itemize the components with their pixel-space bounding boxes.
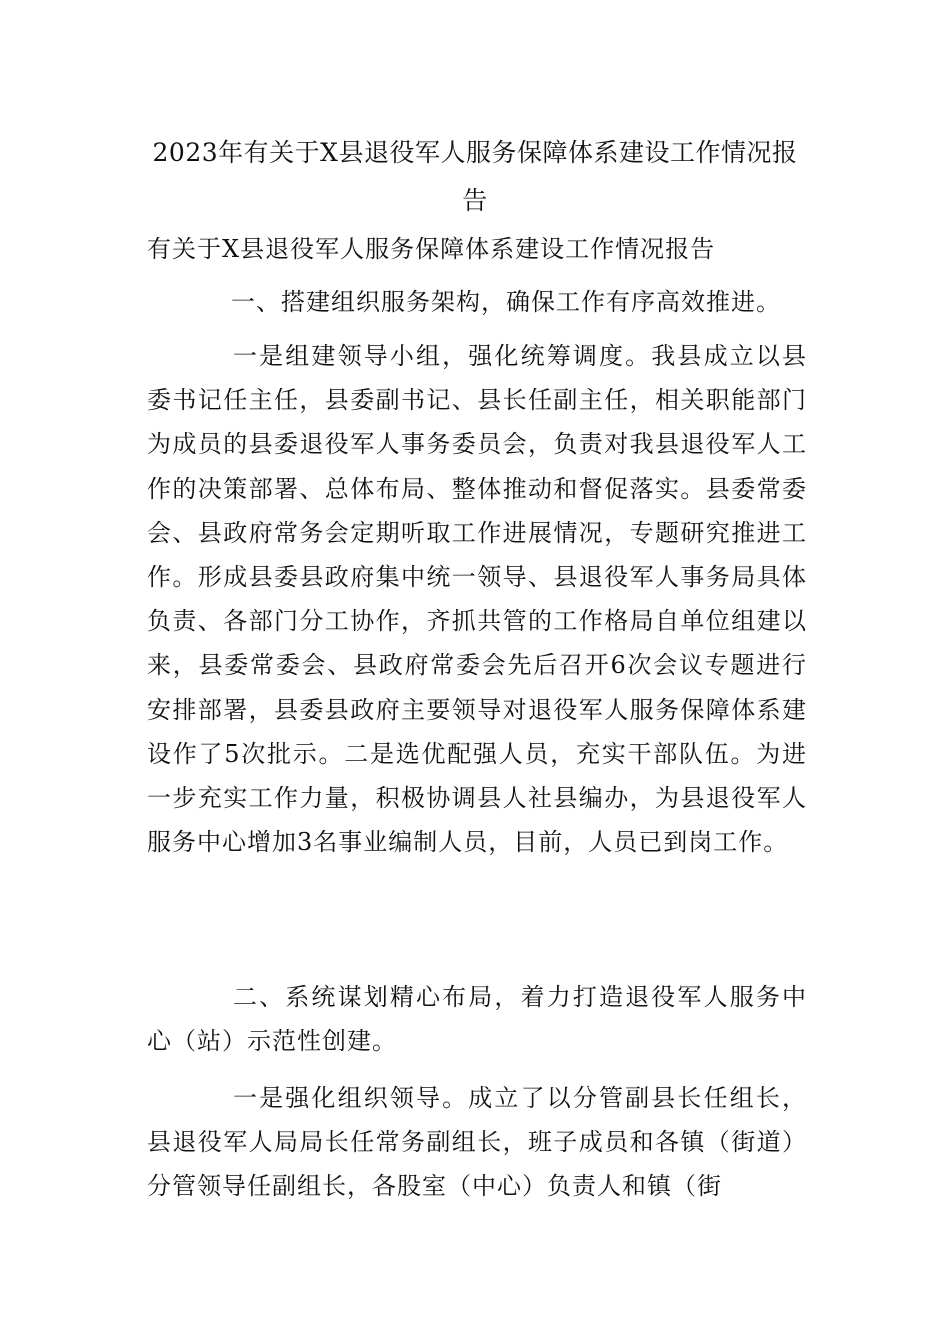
- section-2-paragraph: 一是强化组织领导。成立了以分管副县长任组长，县退役军人局局长任常务副组长，班子成员和各镇（街道）分管领导任副组长，各股室（中心）负责人和镇（街: [147, 1084, 807, 1200]
- document-subtitle: 有关于X县退役军人服务保障体系建设工作情况报告: [147, 235, 716, 263]
- section-1-heading: 一、搭建组织服务架构，确保工作有序高效推进。: [231, 288, 781, 316]
- section-2-heading: 二、系统谋划精心布局，着力打造退役军人服务中心（站）示范性创建。: [147, 983, 807, 1055]
- document-title: 2023年有关于X县退役军人服务保障体系建设工作情况报告: [152, 138, 798, 215]
- section-1-paragraph: 一是组建领导小组，强化统筹调度。我县成立以县委书记任主任，县委副书记、县长任副主任，相关职能部门为成员的县委退役军人事务委员会，负责对我县退役军人工作的决策部署、总体布局、整体推动和督促落实。县委常委会、县政府常务会定期听取工作进展情况，专题研究推进工作。形成县委县政府集中统一领导、县退役军人事务局具体负责、各部门分工协作，齐抓共管的工作格局自单位组建以来，县委常委会、县政府常委会先后召开6次会议专题进行安排部署，县委县政府主要领导对退役军人服务保障体系建设作了5次批示。二是选优配强人员，充实干部队伍。为进一步充实工作力量，积极协调县人社县编办，为县退役军人服务中心增加3名事业编制人员，目前，人员已到岗工作。: [147, 342, 807, 857]
